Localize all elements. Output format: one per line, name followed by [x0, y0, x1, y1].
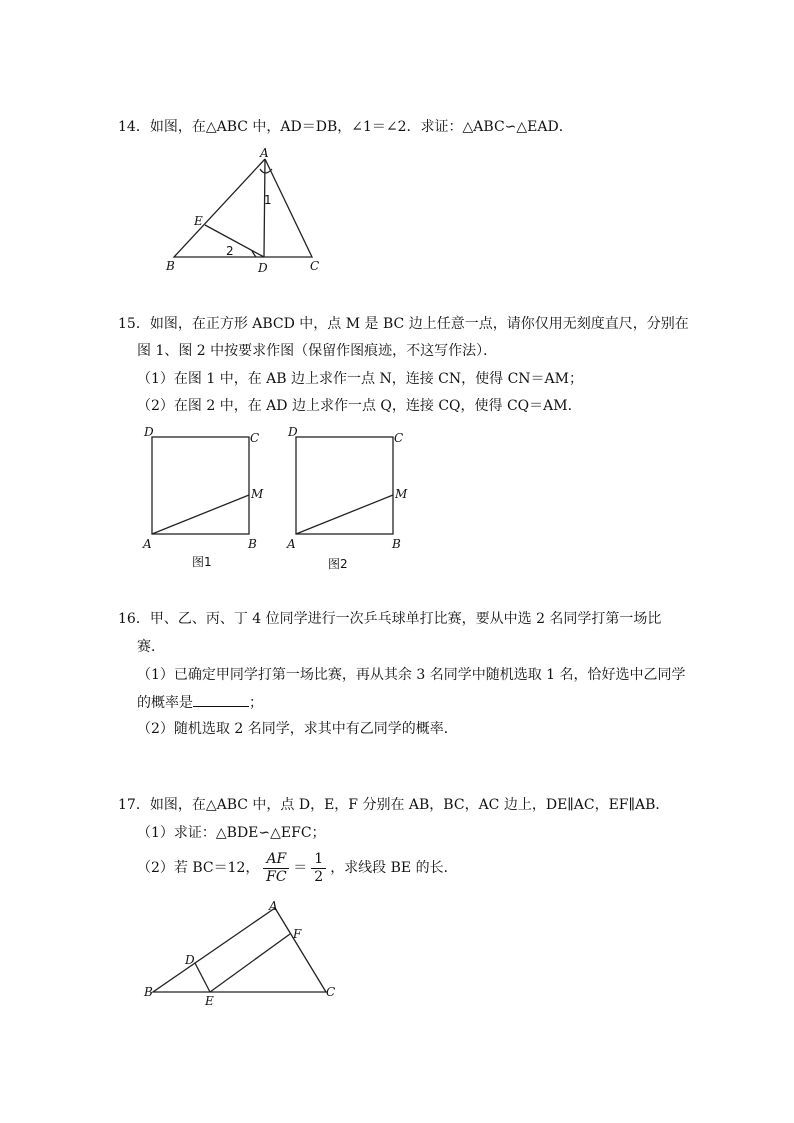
q14-label-angle-2: 2 — [226, 244, 234, 258]
q15-fig2-label-a: A — [287, 537, 296, 551]
q15-fig2-square — [296, 437, 393, 534]
q15-fig2-label-c: C — [394, 431, 404, 445]
q15-figure-1 — [140, 424, 270, 574]
q15-line1: 15．如图，在正方形 ABCD 中，点 M 是 BC 边上任意一点，请你仅用无刻度直尺，分别在 — [118, 316, 689, 332]
q17-part1: （1）求证：△BDE∽△EFC； — [137, 825, 326, 841]
q15-fig2-label-m: M — [395, 487, 408, 501]
q17-label-c: C — [326, 985, 336, 999]
q17-line1: 17．如图，在△ABC 中，点 D，E，F 分别在 AB，BC，AC 边上，DE∥AC，EF∥AB． — [118, 797, 670, 813]
q17-part2 — [137, 848, 458, 888]
q15-fig1-label-b: B — [248, 537, 257, 551]
q17-frac1-numerator: AF — [263, 851, 289, 869]
q17-label-a: A — [269, 899, 278, 913]
q14-label-b: B — [166, 259, 175, 273]
q17-part2-prefix: （2）若 BC＝12， — [137, 860, 260, 876]
q14-label-e: E — [194, 214, 203, 228]
q16-part1-suffix: ； — [249, 695, 263, 711]
q16-answer-blank[interactable] — [193, 692, 249, 707]
q16-part1-prefix: 的概率是 — [137, 695, 193, 711]
q15-part2: （2）在图 2 中，在 AD 边上求作一点 Q，连接 CQ，使得 CQ＝AM． — [137, 398, 582, 414]
q15-line2: 图 1、图 2 中按要求作图（保留作图痕迹，不这写作法）． — [137, 343, 498, 359]
q17-fraction-half — [311, 851, 326, 886]
q14-label-d: D — [258, 261, 268, 275]
q14-label-angle-1: 1 — [264, 193, 272, 207]
q17-fraction-af-fc — [263, 851, 289, 886]
q15-fig1-label-c: C — [250, 431, 260, 445]
q15-part1: （1）在图 1 中，在 AB 边上求作一点 N，连接 CN，使得 CN＝AM； — [137, 371, 583, 387]
q14-triangle-abc — [174, 159, 312, 257]
q15-fig2-label-d: D — [288, 425, 298, 439]
q14-label-c: C — [310, 259, 320, 273]
q14-statement: 14．如图，在△ABC 中，AD＝DB，∠1＝∠2．求证：△ABC∽△EAD． — [118, 119, 573, 135]
q14-segment-ad — [264, 159, 265, 257]
q15-fig1-caption: 图1 — [192, 555, 212, 569]
q16-part1-line2 — [137, 692, 263, 713]
q16-part2: （2）随机选取 2 名同学，求其中有乙同学的概率． — [137, 721, 458, 737]
q17-frac2-denominator: 2 — [314, 868, 324, 885]
q15-fig1-label-d: D — [144, 425, 154, 439]
q17-part2-suffix: ，求线段 BE 的长． — [330, 860, 458, 876]
q17-segment-ef — [210, 934, 290, 992]
q14-triangle-figure — [160, 145, 340, 280]
q15-fig2-segment-am — [296, 495, 393, 534]
q17-frac1-denominator: FC — [266, 868, 287, 885]
q15-fig2-caption: 图2 — [328, 557, 348, 571]
q15-fig2-label-b: B — [392, 537, 401, 551]
q17-label-f: F — [293, 927, 302, 941]
q16-part1-line1: （1）已确定甲同学打第一场比赛，再从其余 3 名同学中随机选取 1 名，恰好选中乙同学 — [137, 667, 686, 683]
q17-triangle-figure — [140, 898, 350, 1008]
q17-label-d: D — [185, 953, 195, 967]
q16-line2: 赛． — [137, 639, 165, 655]
q17-label-e: E — [205, 994, 214, 1008]
q14-segment-de — [205, 225, 264, 257]
q17-equals: ＝ — [293, 860, 308, 876]
q17-label-b: B — [144, 985, 153, 999]
q17-segment-de — [195, 963, 210, 992]
q17-triangle-abc — [153, 908, 326, 992]
q14-label-a: A — [260, 146, 269, 160]
q15-fig1-segment-am — [152, 495, 249, 534]
q15-fig1-label-m: M — [251, 487, 264, 501]
q15-fig1-label-a: A — [143, 537, 152, 551]
q16-line1: 16．甲、乙、丙、丁 4 位同学进行一次乒乓球单打比赛，要从中选 2 名同学打第一场比 — [118, 611, 662, 627]
q17-frac2-numerator: 1 — [311, 851, 326, 869]
q15-fig1-square — [152, 437, 249, 534]
q15-figure-2 — [284, 424, 414, 574]
